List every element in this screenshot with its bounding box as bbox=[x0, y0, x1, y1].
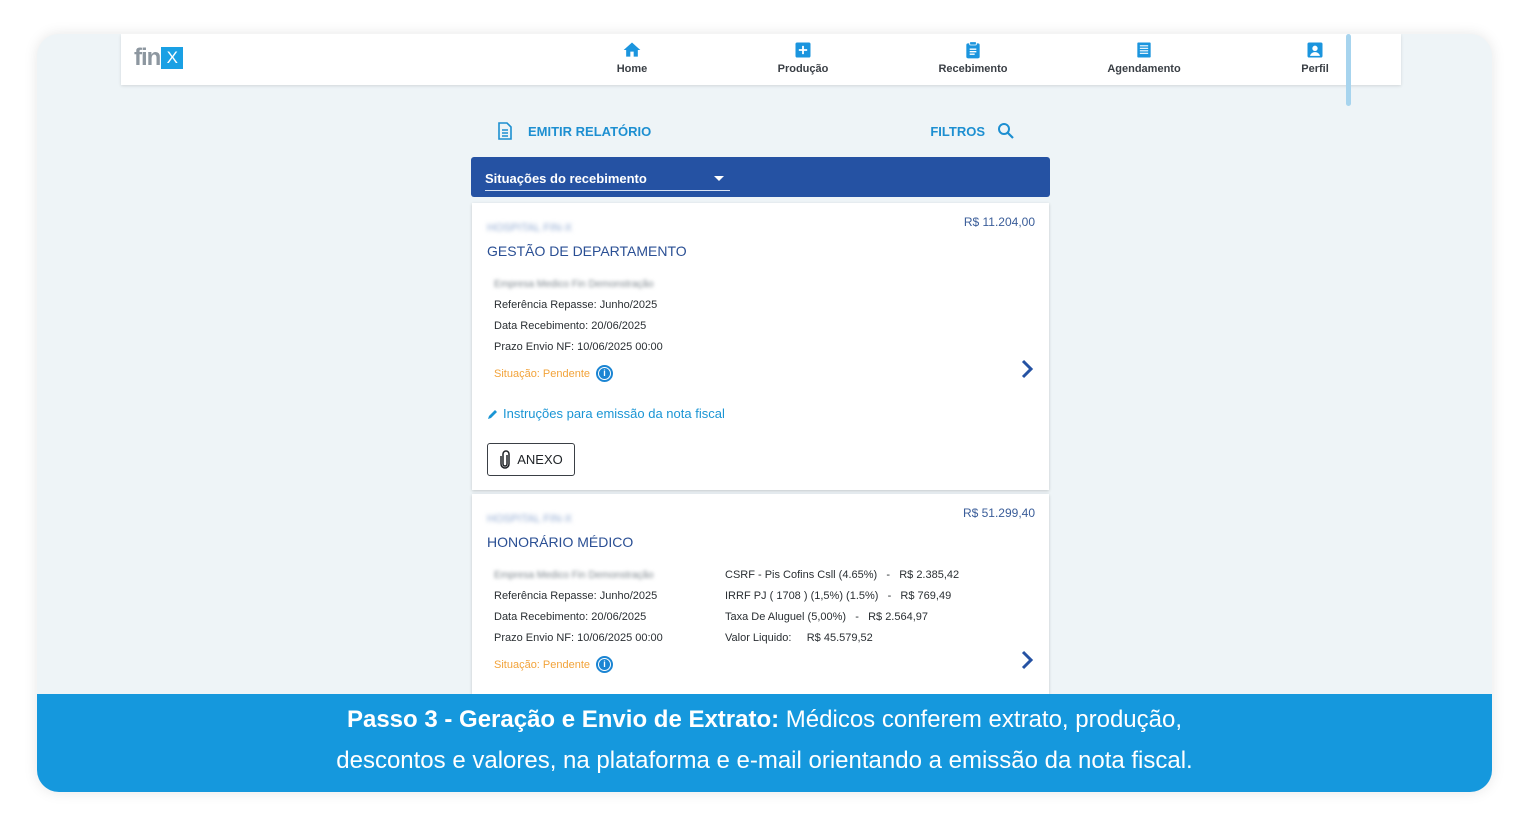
caption-line-2: descontos e valores, na plataforma e e-mail orientando a emissão da nota fiscal. bbox=[336, 747, 1193, 774]
status-row bbox=[494, 656, 613, 673]
receipt-card bbox=[472, 203, 1049, 490]
app-window bbox=[121, 34, 1401, 694]
status-row bbox=[494, 365, 613, 382]
nav-perfil-label: Perfil bbox=[1301, 63, 1329, 75]
nav-perfil[interactable] bbox=[1245, 40, 1385, 75]
prazo-envio: Prazo Envio NF: 10/06/2025 00:00 bbox=[494, 341, 663, 353]
referencia-repasse: Referência Repasse: Junho/2025 bbox=[494, 590, 658, 602]
chevron-down-icon bbox=[714, 176, 724, 181]
invoice-instructions-label: Instruções para emissão da nota fiscal bbox=[503, 406, 725, 421]
hospital-name: HOSPITAL FIN-X bbox=[487, 513, 572, 525]
card-amount: R$ 51.299,40 bbox=[962, 506, 1035, 520]
nav-producao-label: Produção bbox=[777, 63, 829, 75]
scrollbar-thumb[interactable] bbox=[1346, 34, 1351, 106]
attachment-button[interactable] bbox=[487, 443, 575, 476]
deduction-csrf: CSRF - Pis Cofins Csll (4.65%) - R$ 2.385,42 bbox=[725, 569, 960, 581]
nav-home-label: Home bbox=[616, 63, 648, 75]
nav-home[interactable] bbox=[562, 40, 702, 75]
hospital-name: HOSPITAL FIN-X bbox=[487, 222, 572, 234]
filters-label: FILTROS bbox=[930, 123, 985, 139]
plus-box-icon bbox=[793, 40, 813, 60]
clipboard-icon bbox=[963, 40, 983, 60]
action-row bbox=[497, 122, 1051, 146]
search-icon bbox=[997, 122, 1015, 140]
receipt-card bbox=[472, 494, 1049, 694]
status-text: Situação: Pendente bbox=[494, 658, 591, 671]
filter-bar bbox=[471, 157, 1050, 197]
step-caption bbox=[37, 694, 1492, 792]
card-title: HONORÁRIO MÉDICO bbox=[487, 534, 634, 550]
attachment-label: ANEXO bbox=[517, 452, 563, 467]
logo-mark: X bbox=[161, 47, 183, 69]
chevron-right-icon[interactable] bbox=[1019, 650, 1035, 670]
list-icon bbox=[1134, 40, 1154, 60]
info-icon[interactable]: i bbox=[596, 656, 613, 673]
prazo-envio: Prazo Envio NF: 10/06/2025 00:00 bbox=[494, 632, 663, 644]
info-icon[interactable]: i bbox=[596, 365, 613, 382]
account-icon bbox=[1305, 40, 1325, 60]
paperclip-icon bbox=[499, 450, 511, 470]
card-title: GESTÃO DE DEPARTAMENTO bbox=[487, 243, 687, 259]
home-icon bbox=[622, 40, 642, 60]
company-name: Empresa Medico Fin Demonstração bbox=[494, 279, 654, 290]
caption-bold: Passo 3 - Geração e Envio de Extrato: bbox=[346, 706, 780, 733]
data-recebimento: Data Recebimento: 20/06/2025 bbox=[494, 320, 647, 332]
company-name: Empresa Medico Fin Demonstração bbox=[494, 570, 654, 581]
caption-line-1 bbox=[37, 699, 1492, 740]
deduction-aluguel: Taxa De Aluguel (5,00%) - R$ 2.564,97 bbox=[725, 611, 929, 623]
nav-recebimento[interactable] bbox=[903, 40, 1043, 75]
status-select-label: Situações do recebimento bbox=[485, 170, 647, 186]
nav-producao[interactable] bbox=[733, 40, 873, 75]
chevron-right-icon[interactable] bbox=[1019, 359, 1035, 379]
caption-text-1: Médicos conferem extrato, produção, bbox=[779, 706, 1183, 733]
top-navigation-bar bbox=[121, 34, 1401, 85]
logo-text: fin bbox=[134, 44, 161, 71]
data-recebimento: Data Recebimento: 20/06/2025 bbox=[494, 611, 647, 623]
screenshot-frame bbox=[37, 34, 1492, 792]
status-text: Situação: Pendente bbox=[494, 367, 591, 380]
emit-report-label: EMITIR RELATÓRIO bbox=[528, 123, 652, 139]
invoice-instructions-link[interactable] bbox=[487, 406, 725, 421]
card-amount: R$ 11.204,00 bbox=[963, 215, 1035, 229]
nav-recebimento-label: Recebimento bbox=[938, 63, 1008, 75]
emit-report-button[interactable] bbox=[497, 122, 651, 140]
nav-agendamento-label: Agendamento bbox=[1107, 63, 1181, 75]
filters-button[interactable] bbox=[930, 122, 1015, 140]
net-value: Valor Liquido: R$ 45.579,52 bbox=[725, 632, 873, 644]
nav-agendamento[interactable] bbox=[1074, 40, 1214, 75]
deduction-irrf: IRRF PJ ( 1708 ) (1,5%) (1.5%) - R$ 769,49 bbox=[725, 590, 952, 602]
document-icon bbox=[497, 122, 513, 140]
referencia-repasse: Referência Repasse: Junho/2025 bbox=[494, 299, 658, 311]
pencil-icon bbox=[487, 408, 499, 420]
fin-x-logo[interactable] bbox=[134, 44, 183, 72]
status-select[interactable] bbox=[485, 166, 730, 191]
